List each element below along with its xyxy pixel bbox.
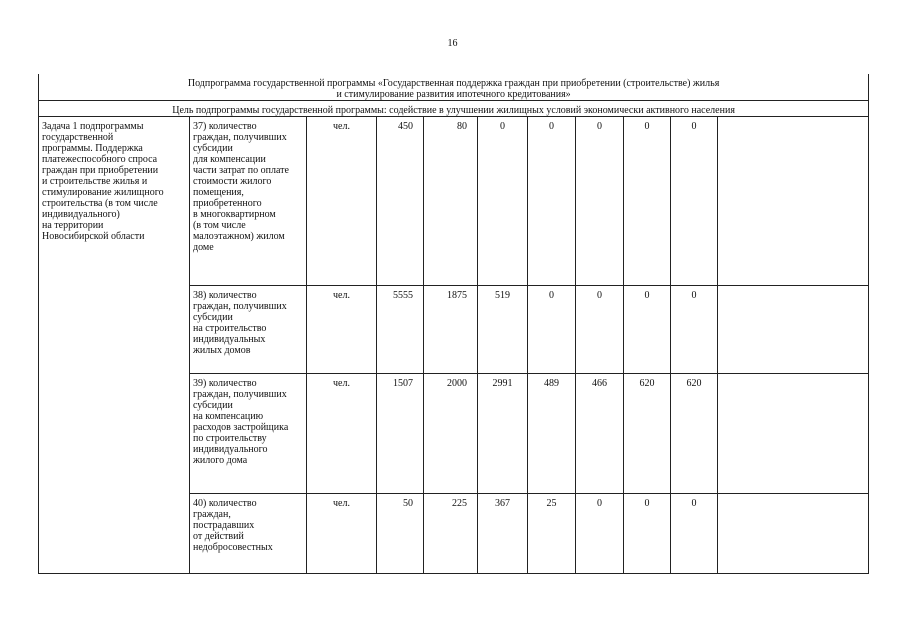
value-cell: 519 <box>478 286 528 374</box>
value-cell: 0 <box>528 286 576 374</box>
indicator-cell: 38) количество граждан, получивших субсидии на строительство индивидуальных жилых домов <box>190 286 307 374</box>
value-cell: 0 <box>624 494 671 574</box>
unit-cell: чел. <box>307 286 377 374</box>
value-cell: 2000 <box>424 374 478 494</box>
value-cell: 2991 <box>478 374 528 494</box>
value-cell: 0 <box>671 117 718 286</box>
indicators-table <box>38 74 869 574</box>
subprogram-title <box>39 74 869 101</box>
subprogram-title-line2: и стимулирование развития ипотечного кредитования» <box>336 89 571 100</box>
value-cell: 80 <box>424 117 478 286</box>
value-cell: 5555 <box>377 286 424 374</box>
indicator-cell: 39) количество граждан, получивших субсидии на компенсацию расходов застройщика по строительству индивидуального жилого дома <box>190 374 307 494</box>
value-cell: 620 <box>671 374 718 494</box>
subprogram-title-line1: Подпрограмма государственной программы «Государственная поддержка граждан при приобретении (строительстве) жилья <box>187 78 720 89</box>
table-row <box>39 117 869 286</box>
value-cell: 0 <box>624 286 671 374</box>
unit-cell: чел. <box>307 117 377 286</box>
value-cell: 0 <box>478 117 528 286</box>
indicator-cell: 37) количество граждан, получивших субсидии для компенсации части затрат по оплате стоимости жилого помещения, приобретенного в многоквартирном (в том числе малоэтажном) жилом доме <box>190 117 307 286</box>
value-cell: 450 <box>377 117 424 286</box>
page-number: 16 <box>447 38 458 49</box>
value-cell: 466 <box>576 374 624 494</box>
subprogram-goal: Цель подпрограммы государственной программы: содействие в улучшении жилищных условий экономически активного населения <box>39 101 869 117</box>
value-cell: 0 <box>671 286 718 374</box>
task-cell: Задача 1 подпрограммы государственной программы. Поддержка платежеспособного спроса граждан при приобретении и строительстве жилья и стимулирование жилищного строительства (в том числе индивидуального) на территории Новосибирской области <box>39 117 190 574</box>
empty-cell <box>718 286 869 374</box>
value-cell: 0 <box>624 117 671 286</box>
value-cell: 367 <box>478 494 528 574</box>
indicator-cell: 40) количество граждан, пострадавших от действий недобросовестных <box>190 494 307 574</box>
value-cell: 0 <box>671 494 718 574</box>
value-cell: 25 <box>528 494 576 574</box>
value-cell: 620 <box>624 374 671 494</box>
empty-cell <box>718 374 869 494</box>
value-cell: 0 <box>576 286 624 374</box>
value-cell: 1875 <box>424 286 478 374</box>
value-cell: 225 <box>424 494 478 574</box>
value-cell: 489 <box>528 374 576 494</box>
value-cell: 0 <box>576 117 624 286</box>
empty-cell <box>718 494 869 574</box>
unit-cell: чел. <box>307 494 377 574</box>
value-cell: 50 <box>377 494 424 574</box>
unit-cell: чел. <box>307 374 377 494</box>
empty-cell <box>718 117 869 286</box>
value-cell: 0 <box>528 117 576 286</box>
value-cell: 1507 <box>377 374 424 494</box>
value-cell: 0 <box>576 494 624 574</box>
